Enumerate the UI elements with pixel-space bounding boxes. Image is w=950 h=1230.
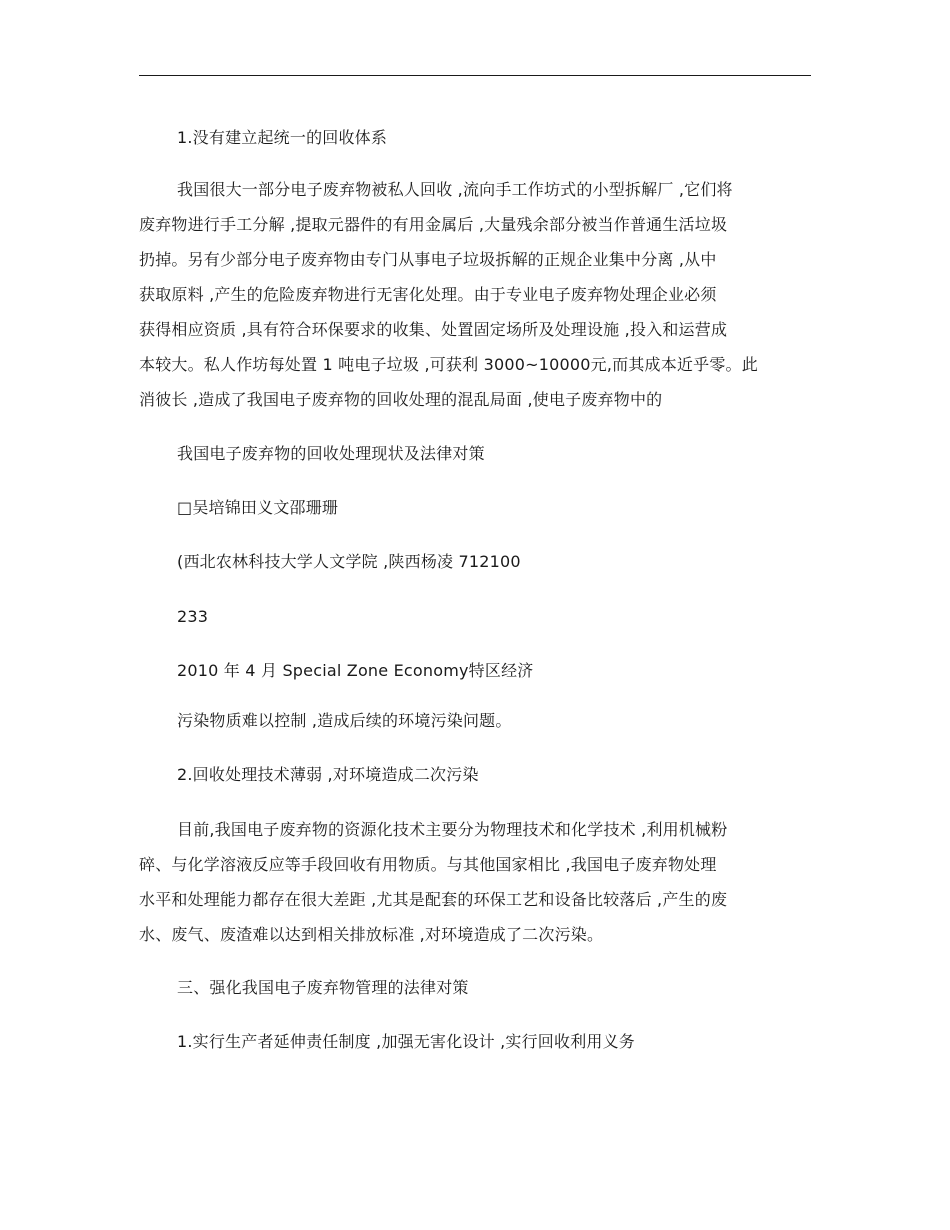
journal-line: 2010 年 4 月 Special Zone Economy特区经济 [177, 661, 534, 680]
para-1-line: 本较大。私人作坊每处置 1 吨电子垃圾 ,可获利 3000~10000元,而其成本近乎零。此 [139, 355, 758, 374]
heading-1: 1.没有建立起统一的回收体系 [177, 128, 388, 147]
authors: □吴培锦田义文邵珊珊 [177, 498, 339, 517]
para-1-line: 获得相应资质 ,具有符合环保要求的收集、处置固定场所及处理设施 ,投入和运营成 [139, 320, 728, 339]
header-rule [139, 75, 811, 76]
para-3-line: 碎、与化学溶液反应等手段回收有用物质。与其他国家相比 ,我国电子废弃物处理 [139, 855, 717, 874]
para-3-line: 水平和处理能力都存在很大差距 ,尤其是配套的环保工艺和设备比较落后 ,产生的废 [139, 890, 728, 909]
para-1-line: 我国很大一部分电子废弃物被私人回收 ,流向手工作坊式的小型拆解厂 ,它们将 [177, 180, 733, 199]
para-1-line: 消彼长 ,造成了我国电子废弃物的回收处理的混乱局面 ,使电子废弃物中的 [139, 390, 663, 409]
page-number: 233 [177, 607, 209, 626]
para-3-line: 目前,我国电子废弃物的资源化技术主要分为物理技术和化学技术 ,利用机械粉 [177, 820, 728, 839]
para-2: 污染物质难以控制 ,造成后续的环境污染问题。 [177, 711, 512, 730]
article-title: 我国电子废弃物的回收处理现状及法律对策 [177, 444, 485, 463]
para-3-line: 水、废气、废渣难以达到相关排放标准 ,对环境造成了二次污染。 [139, 925, 604, 944]
affiliation: (西北农林科技大学人文学院 ,陕西杨凌 712100 [177, 552, 521, 571]
para-1-line: 扔掉。另有少部分电子废弃物由专门从事电子垃圾拆解的正规企业集中分离 ,从中 [139, 250, 717, 269]
para-1-line: 获取原料 ,产生的危险废弃物进行无害化处理。由于专业电子废弃物处理企业必须 [139, 285, 717, 304]
para-1-line: 废弃物进行手工分解 ,提取元器件的有用金属后 ,大量残余部分被当作普通生活垃圾 [139, 215, 728, 234]
section-3-heading: 三、强化我国电子废弃物管理的法律对策 [177, 978, 469, 997]
heading-3: 1.实行生产者延伸责任制度 ,加强无害化设计 ,实行回收利用义务 [177, 1032, 636, 1051]
heading-2: 2.回收处理技术薄弱 ,对环境造成二次污染 [177, 765, 479, 784]
